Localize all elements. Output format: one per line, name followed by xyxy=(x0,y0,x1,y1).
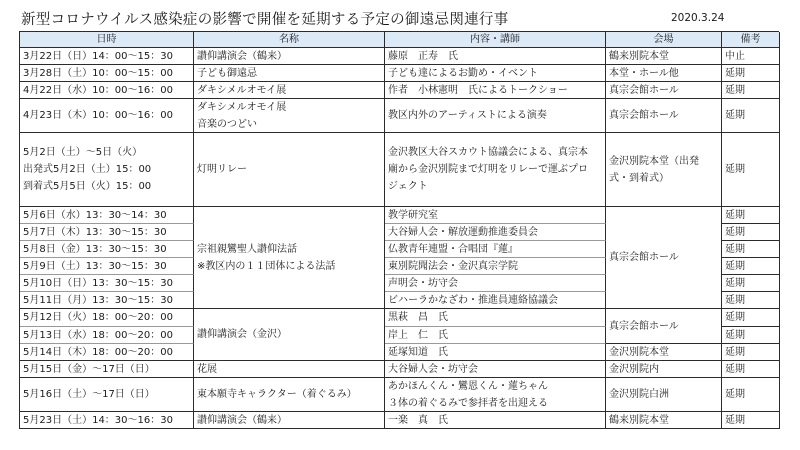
cell-name-text: 讃仰講演会（鶴来） xyxy=(197,414,287,426)
cell-content-text: 大谷婦人会・坊守会 xyxy=(388,363,478,375)
cell-content-text: 黒萩 昌 氏 xyxy=(388,312,448,323)
cell-datetime xyxy=(20,48,194,65)
cell-content-text: 大谷婦人会・解放運動推進委員会 xyxy=(388,226,538,238)
header-datetime-text: 日時 xyxy=(96,34,117,45)
cell-name xyxy=(194,65,385,82)
cell-datetime-text: 5月2日（土）～5日（火） xyxy=(23,147,143,158)
cell-content-text: 作者 小林憲明 氏によるトークショー xyxy=(388,84,568,96)
cell-name-merged-text: ※教区内の１１団体による法話 xyxy=(197,260,336,272)
cell-venue xyxy=(606,412,722,429)
cell-content-text: あかほんくん・鸞恩くん・蓮ちゃん xyxy=(388,380,548,392)
cell-datetime-text: 到着式5月5日（火）15：00 xyxy=(23,181,152,192)
cell-content xyxy=(385,224,606,241)
cell-venue-merged-text: 真宗会館ホール xyxy=(609,320,679,332)
cell-datetime-text: 5月15日（金）～17日（日） xyxy=(23,363,155,375)
cell-datetime xyxy=(20,99,194,133)
cell-content-text: 東別院聞法会・金沢真宗学院 xyxy=(388,260,518,272)
cell-note xyxy=(722,224,780,241)
cell-datetime xyxy=(20,224,194,241)
header-content xyxy=(385,32,606,48)
cell-note-text: 中止 xyxy=(725,50,745,62)
cell-datetime-text: 3月22日（日）14：00～15：30 xyxy=(23,50,173,62)
cell-note xyxy=(722,207,780,224)
cell-venue xyxy=(606,361,722,378)
cell-name-text: ダキシメルオモイ展 xyxy=(197,101,287,113)
cell-datetime-text: 5月8日（金）13：30～15：30 xyxy=(23,243,167,255)
cell-note xyxy=(722,258,780,275)
cell-venue xyxy=(606,133,722,207)
cell-datetime xyxy=(20,82,194,99)
cell-content-text: 藤原 正寿 氏 xyxy=(388,50,458,62)
cell-name-text: 東本願寺キャラクター（着ぐるみ） xyxy=(197,389,357,400)
cell-venue xyxy=(606,65,722,82)
cell-note-text: 延期 xyxy=(725,277,745,289)
cell-note-text: 延期 xyxy=(725,226,745,238)
cell-content xyxy=(385,258,606,275)
cell-note xyxy=(722,275,780,292)
cell-datetime xyxy=(20,327,194,344)
cell-note xyxy=(722,99,780,133)
cell-note-text: 延期 xyxy=(725,389,745,400)
header-venue-text: 会場 xyxy=(653,34,674,45)
cell-name xyxy=(194,378,385,412)
cell-datetime-text: 5月13日（水）18：00～20：00 xyxy=(23,329,173,341)
cell-content xyxy=(385,309,606,327)
cell-datetime-text: 5月23日（土）14：30～16：30 xyxy=(23,414,173,426)
cell-note xyxy=(722,241,780,258)
cell-note xyxy=(722,82,780,99)
cell-datetime-text: 出発式5月2日（土）15：00 xyxy=(23,164,152,175)
cell-venue-text: 金沢別院本堂 xyxy=(609,346,669,358)
cell-name-merged xyxy=(194,207,385,309)
cell-name-merged-text: 讃仰講演会（金沢） xyxy=(197,329,287,340)
cell-content-text: ３体の着ぐるみで参拝者を出迎える xyxy=(388,397,548,409)
cell-name xyxy=(194,99,385,133)
cell-venue-merged-text: 真宗会館ホール xyxy=(609,252,679,263)
cell-content-text: 仏教青年連盟・合唱団『蓮』 xyxy=(388,243,518,255)
cell-note xyxy=(722,309,780,327)
cell-note-text: 延期 xyxy=(725,346,745,358)
events-table xyxy=(19,31,779,429)
cell-datetime xyxy=(20,241,194,258)
cell-content-text: ジェクト xyxy=(388,181,428,192)
cell-content-text: 教学研究室 xyxy=(388,209,438,221)
cell-note xyxy=(722,344,780,361)
cell-venue-text: 金沢別院白洲 xyxy=(609,389,669,400)
cell-datetime xyxy=(20,65,194,82)
cell-datetime-text: 5月9日（土）13：30～15：30 xyxy=(23,260,167,272)
cell-datetime-text: 5月10日（日）13：30～15：30 xyxy=(23,277,173,289)
cell-name-text: 音楽のつどい xyxy=(197,118,257,130)
cell-note-text: 延期 xyxy=(725,363,745,375)
cell-content-text: 廟から金沢別院まで灯明をリレーで運ぶプロ xyxy=(388,164,588,175)
cell-content xyxy=(385,327,606,344)
cell-note xyxy=(722,48,780,65)
cell-venue xyxy=(606,344,722,361)
cell-note-text: 延期 xyxy=(725,84,745,96)
cell-note xyxy=(722,133,780,207)
cell-datetime-text: 4月23日（木）10：00～16：00 xyxy=(23,110,173,121)
cell-venue-text: 真宗会館ホール xyxy=(609,110,679,121)
cell-venue-text: 金沢別院本堂（出発 xyxy=(609,155,699,167)
cell-datetime xyxy=(20,133,194,207)
cell-datetime-text: 4月22日（水）10：00～16：00 xyxy=(23,84,173,96)
cell-venue-merged xyxy=(606,309,722,344)
cell-name-merged-text: 宗祖親鸞聖人讃仰法話 xyxy=(197,243,297,255)
cell-datetime-text: 3月28日（土）10：00～15：00 xyxy=(23,67,173,79)
cell-content-text: ビハーラかなざわ・推進員連絡協議会 xyxy=(388,294,558,306)
cell-datetime-text: 5月12日（火）18：00～20：00 xyxy=(23,312,173,323)
cell-note-text: 延期 xyxy=(725,414,745,426)
page-title: 新型コロナウイルス感染症の影響で開催を延期する予定の御遠忌関連行事 xyxy=(21,12,509,28)
cell-venue-text: 本堂・ホール他 xyxy=(609,67,679,79)
cell-venue-text: 鶴来別院本堂 xyxy=(609,414,669,426)
cell-note-text: 延期 xyxy=(725,243,745,255)
cell-note-text: 延期 xyxy=(725,110,745,121)
header-content-text: 内容・講師 xyxy=(470,34,520,45)
header-note xyxy=(722,32,780,48)
cell-note xyxy=(722,361,780,378)
cell-venue-merged xyxy=(606,207,722,309)
cell-name-text: 花展 xyxy=(197,363,217,375)
cell-name-text: 灯明リレー xyxy=(197,164,247,175)
cell-note-text: 延期 xyxy=(725,260,745,272)
cell-note-text: 延期 xyxy=(725,329,745,341)
header-name-text: 名称 xyxy=(279,34,299,45)
cell-note-text: 延期 xyxy=(725,164,745,175)
cell-note xyxy=(722,292,780,309)
header-name xyxy=(194,32,385,48)
cell-name xyxy=(194,133,385,207)
cell-note xyxy=(722,65,780,82)
cell-content-text: 岸上 仁 氏 xyxy=(388,329,448,341)
cell-content xyxy=(385,99,606,133)
cell-note-text: 延期 xyxy=(725,294,745,306)
cell-venue-text: 金沢別院内 xyxy=(609,363,659,375)
cell-note xyxy=(722,378,780,412)
cell-name xyxy=(194,48,385,65)
cell-note-text: 延期 xyxy=(725,312,745,323)
cell-content xyxy=(385,65,606,82)
cell-name-merged xyxy=(194,309,385,361)
cell-content xyxy=(385,292,606,309)
cell-content xyxy=(385,378,606,412)
cell-name xyxy=(194,412,385,429)
cell-content-text: 延塚知道 氏 xyxy=(388,346,448,358)
cell-note-text: 延期 xyxy=(725,67,745,79)
cell-datetime-text: 5月16日（土）～17日（日） xyxy=(23,389,155,400)
cell-datetime xyxy=(20,378,194,412)
cell-note xyxy=(722,412,780,429)
cell-name xyxy=(194,82,385,99)
cell-datetime-text: 5月14日（木）18：00～20：00 xyxy=(23,346,173,358)
cell-datetime xyxy=(20,344,194,361)
cell-venue-text: 真宗会館ホール xyxy=(609,84,679,96)
cell-content-text: 子ども達によるお勤め・イベント xyxy=(388,67,538,79)
cell-datetime xyxy=(20,361,194,378)
cell-content xyxy=(385,48,606,65)
header-datetime xyxy=(20,32,194,48)
cell-content xyxy=(385,344,606,361)
cell-datetime xyxy=(20,412,194,429)
cell-venue xyxy=(606,378,722,412)
cell-datetime xyxy=(20,275,194,292)
cell-datetime xyxy=(20,309,194,327)
cell-content-text: 金沢教区大谷スカウト協議会による、真宗本 xyxy=(388,147,588,158)
cell-datetime xyxy=(20,258,194,275)
cell-content xyxy=(385,361,606,378)
document-date: 2020.3.24 xyxy=(671,12,725,24)
cell-content xyxy=(385,241,606,258)
cell-datetime-text: 5月7日（木）13：30～15：30 xyxy=(23,226,167,238)
cell-name-text: 讃仰講演会（鶴来） xyxy=(197,50,287,62)
cell-venue xyxy=(606,48,722,65)
cell-name-text: 子ども御遠忌 xyxy=(197,67,257,79)
cell-content-text: 教区内外のアーティストによる演奏 xyxy=(388,110,547,121)
cell-content xyxy=(385,412,606,429)
cell-venue xyxy=(606,82,722,99)
cell-venue-text: 鶴来別院本堂 xyxy=(609,50,669,62)
cell-venue xyxy=(606,99,722,133)
cell-content xyxy=(385,207,606,224)
header-venue xyxy=(606,32,722,48)
cell-content xyxy=(385,133,606,207)
cell-content xyxy=(385,275,606,292)
cell-datetime xyxy=(20,292,194,309)
cell-content-text: 一楽 真 氏 xyxy=(388,414,448,426)
cell-venue-text: 式・到着式） xyxy=(609,172,669,184)
cell-name xyxy=(194,361,385,378)
cell-datetime-text: 5月6日（水）13：30～14：30 xyxy=(23,209,167,221)
cell-note xyxy=(722,327,780,344)
cell-note-text: 延期 xyxy=(725,209,745,221)
cell-datetime xyxy=(20,207,194,224)
cell-datetime-text: 5月11日（月）13：30～15：30 xyxy=(23,294,173,306)
header-note-text: 備考 xyxy=(740,34,761,45)
cell-content xyxy=(385,82,606,99)
cell-content-text: 声明会・坊守会 xyxy=(388,277,458,289)
cell-name-text: ダキシメルオモイ展 xyxy=(197,84,287,96)
